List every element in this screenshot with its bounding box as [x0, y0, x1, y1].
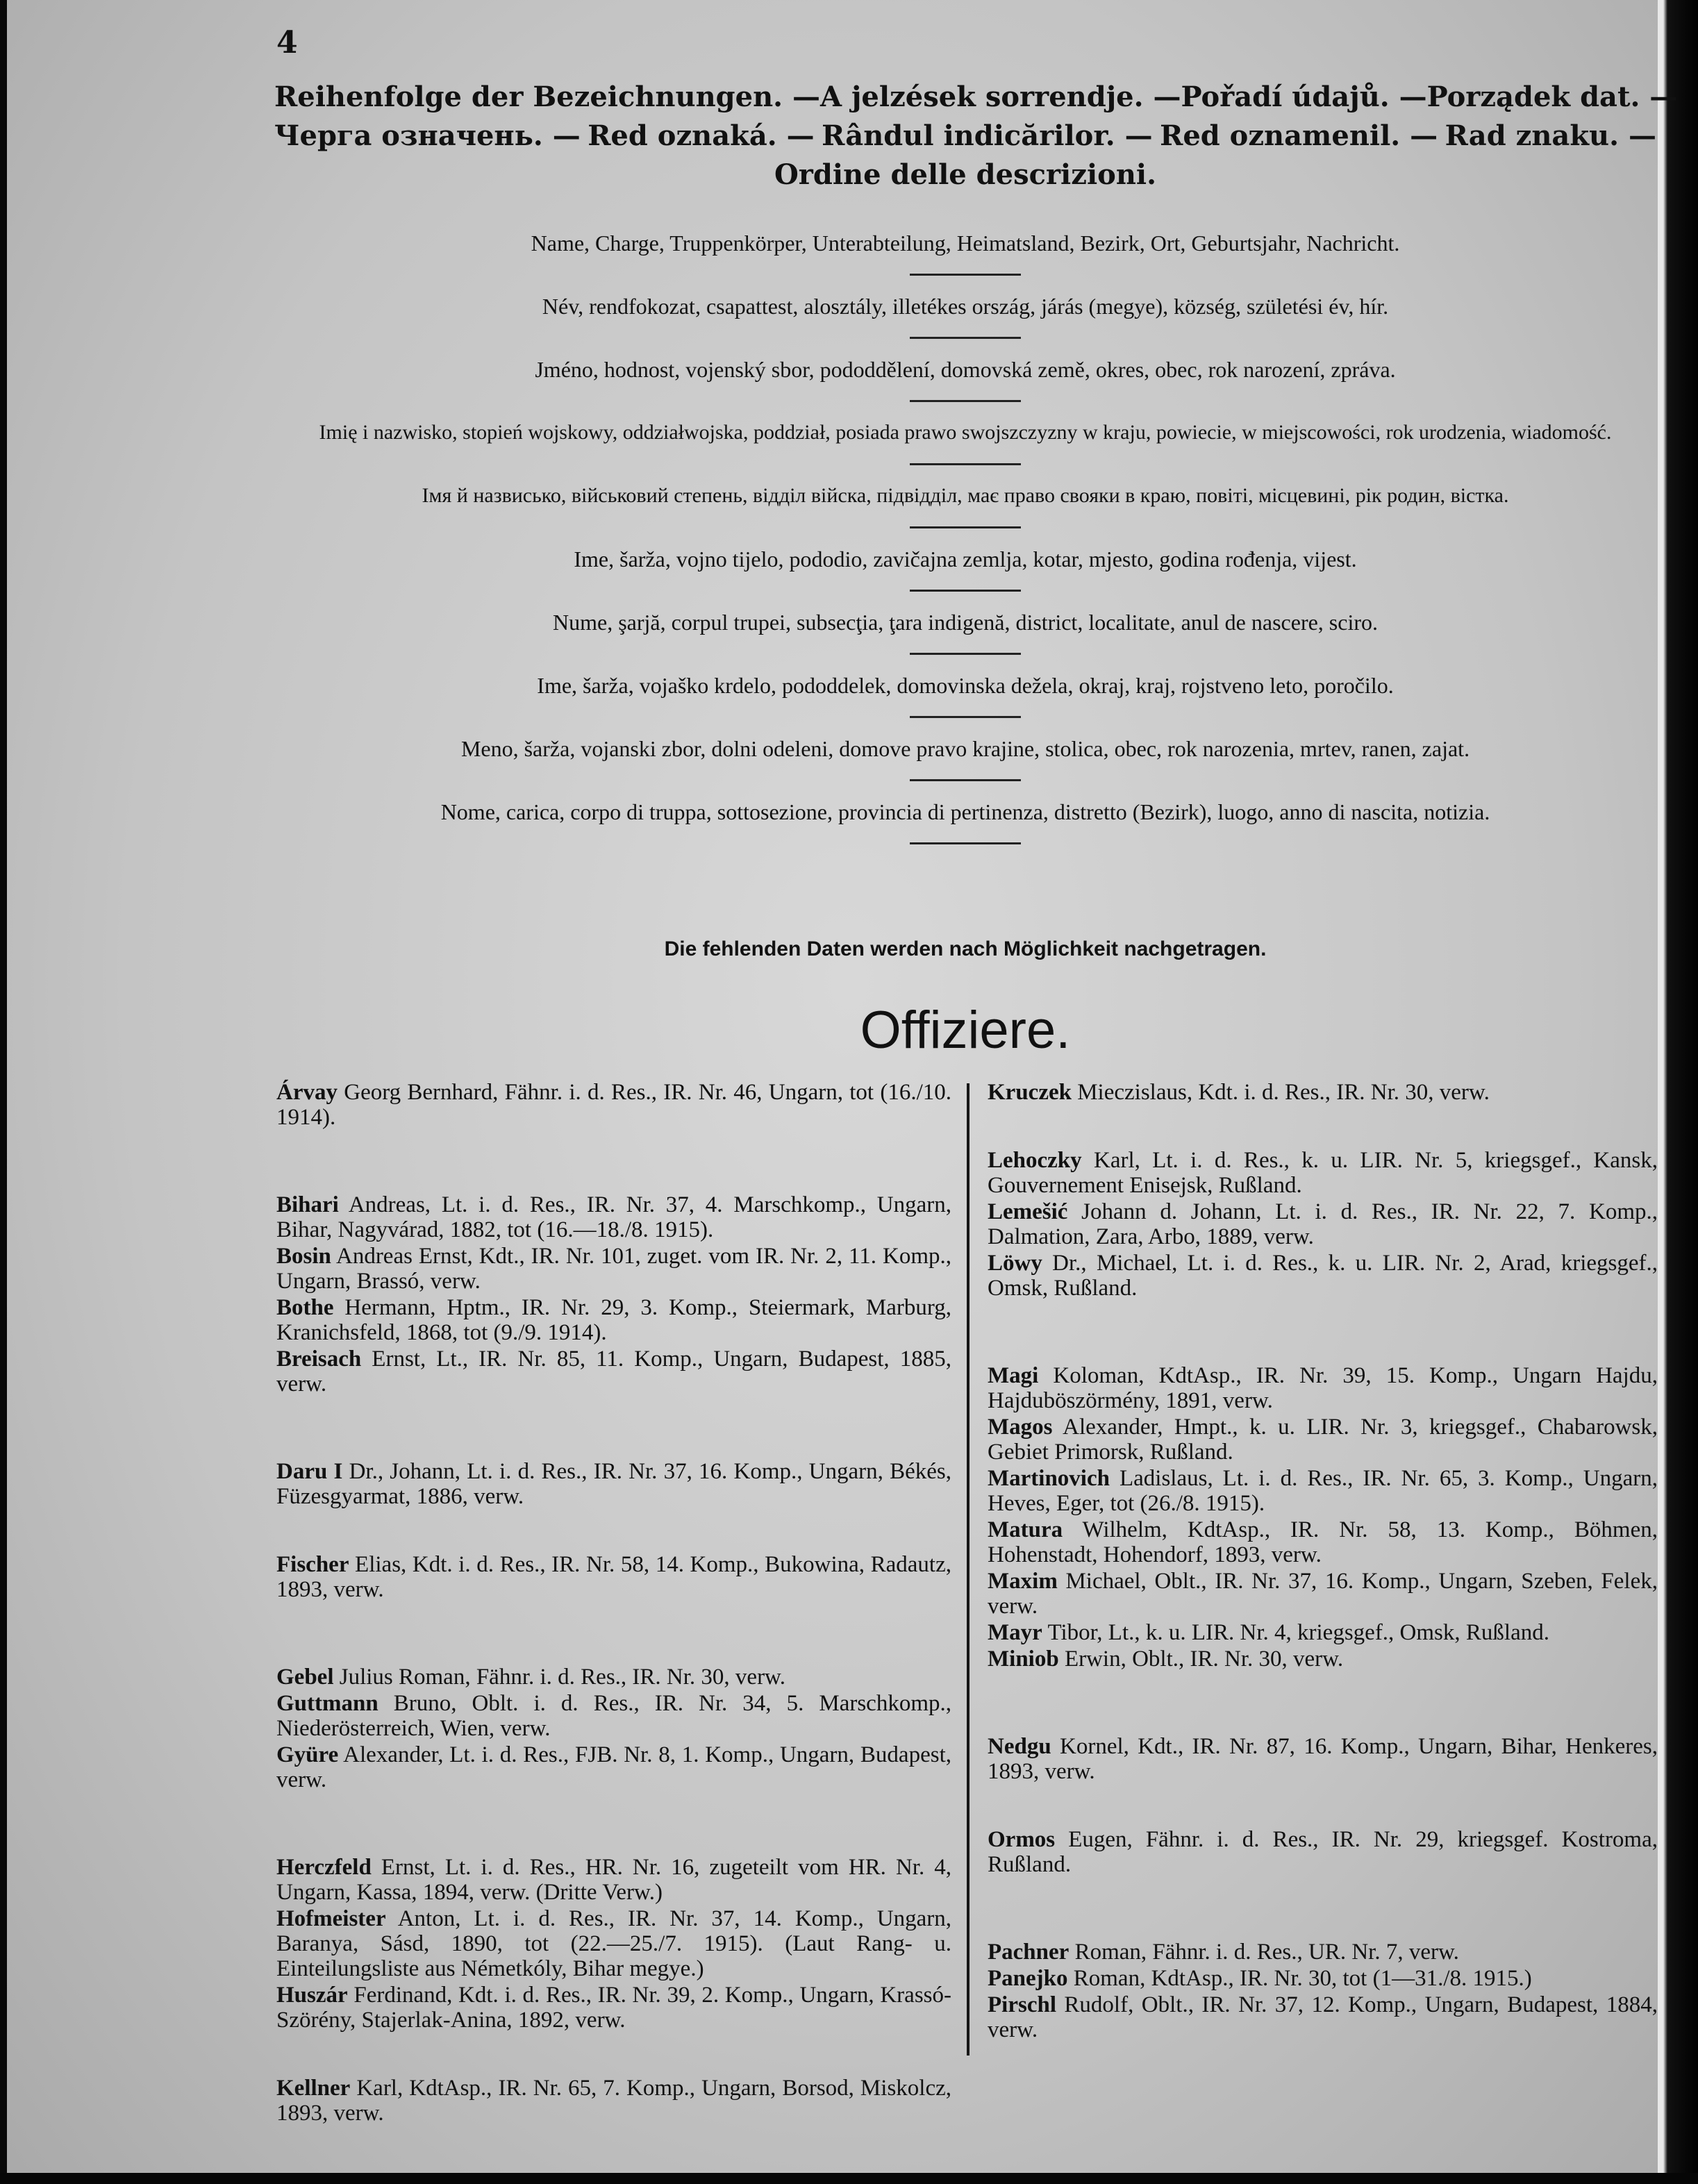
entry-surname: Panejko	[988, 1966, 1068, 1991]
entry-surname: Pirschl	[988, 1992, 1056, 2017]
casualty-entry	[276, 1691, 951, 1741]
description-ro: Nume, şarjă, corpul trupei, subsecţia, ţara indigenă, district, localitate, anul de nascere, sciro.	[553, 610, 1378, 635]
entry-gap	[988, 1784, 1658, 1827]
entry-details: Rudolf, Oblt., IR. Nr. 37, 12. Komp., Ungarn, Budapest, 1884, verw.	[988, 1992, 1658, 2042]
casualty-entry	[276, 2076, 951, 2126]
entry-surname: Gyüre	[276, 1742, 339, 1767]
entry-surname: Miniob	[988, 1647, 1059, 1672]
heading-de: Reihenfolge der Bezeichnungen. —	[274, 81, 820, 113]
entry-details: Andreas Ernst, Kdt., IR. Nr. 101, zuget. vom IR. Nr. 2, 11. Komp., Ungarn, Brassó, verw.	[276, 1244, 951, 1294]
entry-details: Anton, Lt. i. d. Res., IR. Nr. 37, 14. Komp., Ungarn, Baranya, Sásd, 1890, tot (22.—25./7. 1915). (Laut Rang- u. Einteilungsliste aus Németkóly, Bihar megye.)	[276, 1906, 951, 1981]
entry-gap	[276, 1509, 951, 1552]
casualty-entry	[276, 1295, 951, 1345]
entry-surname: Guttmann	[276, 1691, 378, 1716]
left-scan-border	[0, 0, 7, 2184]
separator	[910, 400, 1021, 402]
entry-gap	[988, 1105, 1658, 1148]
heading-block	[274, 78, 1678, 194]
entry-surname: Pachner	[988, 1940, 1069, 1965]
bottom-scan-border	[0, 2173, 1698, 2184]
casualty-entry	[276, 1983, 951, 2033]
separator	[910, 337, 1021, 339]
casualty-entry	[276, 1080, 951, 1130]
entry-details: Ladislaus, Lt. i. d. Res., IR. Nr. 65, 3. Komp., Ungarn, Heves, Eger, tot (26./8. 1915).	[988, 1466, 1658, 1516]
heading-line-1	[274, 78, 1678, 117]
entry-details: Kornel, Kdt., IR. Nr. 87, 16. Komp., Ungarn, Bihar, Henkeres, 1893, verw.	[988, 1734, 1658, 1784]
separator	[910, 842, 1021, 844]
heading-it: Ordine delle descrizioni.	[774, 158, 1157, 191]
heading-ua: Черга означень. —	[274, 119, 581, 152]
entry-details: Elias, Kdt. i. d. Res., IR. Nr. 58, 14. Komp., Bukowina, Radautz, 1893, verw.	[276, 1552, 951, 1602]
separator	[910, 463, 1021, 465]
casualty-entry	[988, 1251, 1658, 1301]
casualty-entry	[988, 1734, 1658, 1784]
entry-details: Roman, Fähnr. i. d. Res., UR. Nr. 7, verw.	[1069, 1940, 1459, 1965]
entry-surname: Breisach	[276, 1347, 362, 1372]
entry-details: Ernst, Lt. i. d. Res., HR. Nr. 16, zugeteilt vom HR. Nr. 4, Ungarn, Kassa, 1894, verw. (Dritte Verw.)	[276, 1855, 951, 1905]
heading-sr: Rad znaku. —	[1445, 119, 1656, 152]
entry-surname: Árvay	[276, 1080, 338, 1105]
description-cz: Jméno, hodnost, vojenský sbor, pododdělení, domovská země, okres, obec, rok narození, zpráva.	[535, 357, 1396, 382]
entry-details: Michael, Oblt., IR. Nr. 37, 16. Komp., Ungarn, Szeben, Felek, verw.	[988, 1569, 1658, 1619]
entry-details: Erwin, Oblt., IR. Nr. 30, verw.	[1058, 1647, 1344, 1672]
entry-surname: Löwy	[988, 1251, 1042, 1276]
entry-surname: Lehoczky	[988, 1148, 1082, 1173]
casualty-entry	[988, 1148, 1658, 1198]
entry-surname: Lemešić	[988, 1199, 1068, 1224]
casualty-entry	[988, 1080, 1658, 1105]
heading-si: Red oznamenil. —	[1160, 119, 1438, 152]
entry-details: Koloman, KdtAsp., IR. Nr. 39, 15. Komp., Ungarn Hajdu, Hajduböszörmény, 1891, verw.	[988, 1363, 1658, 1413]
entry-surname: Ormos	[988, 1827, 1056, 1852]
casualty-entry	[276, 1192, 951, 1242]
descriptions-list	[274, 229, 1656, 861]
casualty-entry	[276, 1459, 951, 1509]
entry-surname: Herczfeld	[276, 1855, 372, 1880]
entry-surname: Gebel	[276, 1665, 334, 1690]
entry-surname: Matura	[988, 1517, 1063, 1542]
missing-data-note: Die fehlenden Daten werden nach Möglichkeit nachgetragen.	[664, 937, 1267, 960]
entry-details: Julius Roman, Fähnr. i. d. Res., IR. Nr. 30, verw.	[333, 1665, 785, 1690]
entry-details: Ferdinand, Kdt. i. d. Res., IR. Nr. 39, 2. Komp., Ungarn, Krassó-Szörény, Stajerlak-Anina, 1892, verw.	[276, 1983, 951, 2033]
heading-hu: A jelzések sorrendje. —	[820, 81, 1181, 113]
entry-surname: Martinovich	[988, 1466, 1110, 1491]
heading-hr: Red oznaká. —	[588, 119, 815, 152]
casualty-entry	[276, 1347, 951, 1397]
entry-details: Alexander, Lt. i. d. Res., FJB. Nr. 8, 1. Komp., Ungarn, Budapest, verw.	[276, 1742, 951, 1792]
casualty-entry	[988, 1940, 1658, 1965]
heading-line-3	[274, 156, 1656, 194]
entry-gap	[988, 1672, 1658, 1734]
entry-surname: Bihari	[276, 1192, 339, 1217]
entry-details: Roman, KdtAsp., IR. Nr. 30, tot (1—31./8. 1915.)	[1067, 1966, 1532, 1991]
heading-line-2	[274, 117, 1656, 156]
entry-surname: Hofmeister	[276, 1906, 386, 1931]
description-sk: Meno, šarža, vojanski zbor, dolni odeleni, domove pravo krajine, stolica, obec, rok narozenia, mrtev, ranen, zajat.	[460, 736, 1470, 761]
entry-gap	[988, 1877, 1658, 1940]
entry-gap	[276, 2033, 951, 2076]
entry-surname: Bosin	[276, 1244, 331, 1269]
entry-surname: Daru I	[276, 1459, 343, 1484]
separator	[910, 779, 1021, 781]
section-title: Offiziere.	[860, 1001, 1071, 1060]
right-scan-border	[1658, 0, 1698, 2184]
casualty-entry	[988, 1466, 1658, 1516]
entry-details: Tibor, Lt., k. u. LIR. Nr. 4, kriegsgef., Omsk, Rußland.	[1042, 1620, 1549, 1645]
casualty-entry	[276, 1665, 951, 1690]
casualty-entry	[276, 1552, 951, 1602]
description-si: Ime, šarža, vojaško krdelo, pododdelek, domovinska dežela, okraj, kraj, rojstveno leto, poročilo.	[537, 673, 1394, 698]
entry-details: Johann d. Johann, Lt. i. d. Res., IR. Nr. 22, 7. Komp., Dalmation, Zara, Arbo, 1889, verw.	[988, 1199, 1658, 1249]
casualty-entry	[988, 1827, 1658, 1877]
entry-surname: Magi	[988, 1363, 1039, 1388]
entry-details: Andreas, Lt. i. d. Res., IR. Nr. 37, 4. Marschkomp., Ungarn, Bihar, Nagyvárad, 1882, tot (16.—18./8. 1915).	[276, 1192, 951, 1242]
entry-details: Bruno, Oblt. i. d. Res., IR. Nr. 34, 5. Marschkomp., Niederösterreich, Wien, verw.	[276, 1691, 951, 1741]
description-hr: Ime, šarža, vojno tijelo, pododio, zavičajna zemlja, kotar, mjesto, godina rođenja, vijest.	[574, 547, 1357, 572]
column-divider	[967, 1083, 969, 2056]
entry-details: Dr., Johann, Lt. i. d. Res., IR. Nr. 37, 16. Komp., Ungarn, Békés, Füzesgyarmat, 1886, verw.	[276, 1459, 951, 1509]
description-de: Name, Charge, Truppenkörper, Unterabteilung, Heimatsland, Bezirk, Ort, Geburtsjahr, Nachricht.	[531, 231, 1400, 256]
description-hu: Név, rendfokozat, csapattest, alosztály, illetékes ország, járás (megye), község, születési év, hír.	[542, 294, 1389, 319]
casualty-entry	[988, 1199, 1658, 1249]
casualty-entry	[988, 1647, 1658, 1672]
entry-surname: Kruczek	[988, 1080, 1072, 1105]
entry-details: Ernst, Lt., IR. Nr. 85, 11. Komp., Ungarn, Budapest, 1885, verw.	[276, 1347, 951, 1397]
casualty-entry	[988, 1966, 1658, 1991]
entry-gap	[276, 1397, 951, 1459]
entry-surname: Magos	[988, 1415, 1053, 1440]
casualty-entry	[988, 1363, 1658, 1413]
separator	[910, 716, 1021, 718]
entry-surname: Maxim	[988, 1569, 1058, 1594]
separator	[910, 653, 1021, 655]
right-column	[988, 1080, 1658, 2042]
casualty-entry	[276, 1742, 951, 1792]
casualty-entry	[988, 1517, 1658, 1567]
page-number: 4	[276, 25, 298, 60]
casualty-entry	[988, 1992, 1658, 2042]
heading-ro: Rândul indicărilor. —	[822, 119, 1153, 152]
entry-gap	[988, 1301, 1658, 1363]
entry-surname: Huszár	[276, 1983, 348, 2008]
entry-details: Hermann, Hptm., IR. Nr. 29, 3. Komp., Steiermark, Marburg, Kranichsfeld, 1868, tot (9./9. 1914).	[276, 1295, 951, 1345]
separator	[910, 590, 1021, 592]
entry-details: Karl, Lt. i. d. Res., k. u. LIR. Nr. 5, kriegsgef., Kansk, Gouvernement Enisejsk, Rußland.	[988, 1148, 1658, 1198]
entry-surname: Nedgu	[988, 1734, 1051, 1759]
entry-details: Georg Bernhard, Fähnr. i. d. Res., IR. Nr. 46, Ungarn, tot (16./10. 1914).	[276, 1080, 951, 1130]
entry-details: Alexander, Hmpt., k. u. LIR. Nr. 3, kriegsgef., Chabarowsk, Gebiet Primorsk, Rußland.	[988, 1415, 1658, 1465]
casualty-entry	[276, 1855, 951, 1905]
entry-details: Karl, KdtAsp., IR. Nr. 65, 7. Komp., Ungarn, Borsod, Miskolcz, 1893, verw.	[276, 2076, 951, 2126]
separator	[910, 274, 1021, 276]
left-column	[276, 1080, 951, 2126]
description-it: Nome, carica, corpo di truppa, sottosezione, provincia di pertinenza, distretto (Bezirk), luogo, anno di nascita, notizia.	[440, 799, 1490, 824]
entry-details: Eugen, Fähnr. i. d. Res., IR. Nr. 29, kriegsgef. Kostroma, Rußland.	[988, 1827, 1658, 1877]
entry-surname: Fischer	[276, 1552, 349, 1577]
casualty-entry	[988, 1569, 1658, 1619]
entry-details: Wilhelm, KdtAsp., IR. Nr. 58, 13. Komp., Böhmen, Hohenstadt, Hohendorf, 1893, verw.	[988, 1517, 1658, 1567]
entry-details: Mieczislaus, Kdt. i. d. Res., IR. Nr. 30, verw.	[1071, 1080, 1490, 1105]
entry-surname: Kellner	[276, 2076, 351, 2101]
entry-surname: Mayr	[988, 1620, 1042, 1645]
casualty-entry	[276, 1906, 951, 1981]
heading-cz: Pořadí údajů. —	[1181, 81, 1427, 113]
heading-pl: Porządek dat. —	[1426, 81, 1678, 113]
casualty-entry	[276, 1244, 951, 1294]
entry-gap	[276, 1792, 951, 1855]
entry-details: Dr., Michael, Lt. i. d. Res., k. u. LIR. Nr. 2, Arad, kriegsgef., Omsk, Rußland.	[988, 1251, 1658, 1301]
entry-gap	[276, 1602, 951, 1665]
casualty-entry	[988, 1415, 1658, 1465]
description-pl: Imię i nazwisko, stopień wojskowy, oddziałwojska, poddział, posiada prawo swojszczyzny w kraju, powiecie, w miejscowości, rok urodzenia, wiadomość.	[319, 421, 1612, 444]
separator	[910, 526, 1021, 528]
description-ua: Імя й назвисько, військовий степень, відділ війска, підвідділ, має право свояки в краю, повіті, місцевині, рік родин, вістка.	[422, 484, 1509, 507]
entry-surname: Bothe	[276, 1295, 334, 1320]
casualty-entry	[988, 1620, 1658, 1645]
entry-gap	[276, 1130, 951, 1192]
